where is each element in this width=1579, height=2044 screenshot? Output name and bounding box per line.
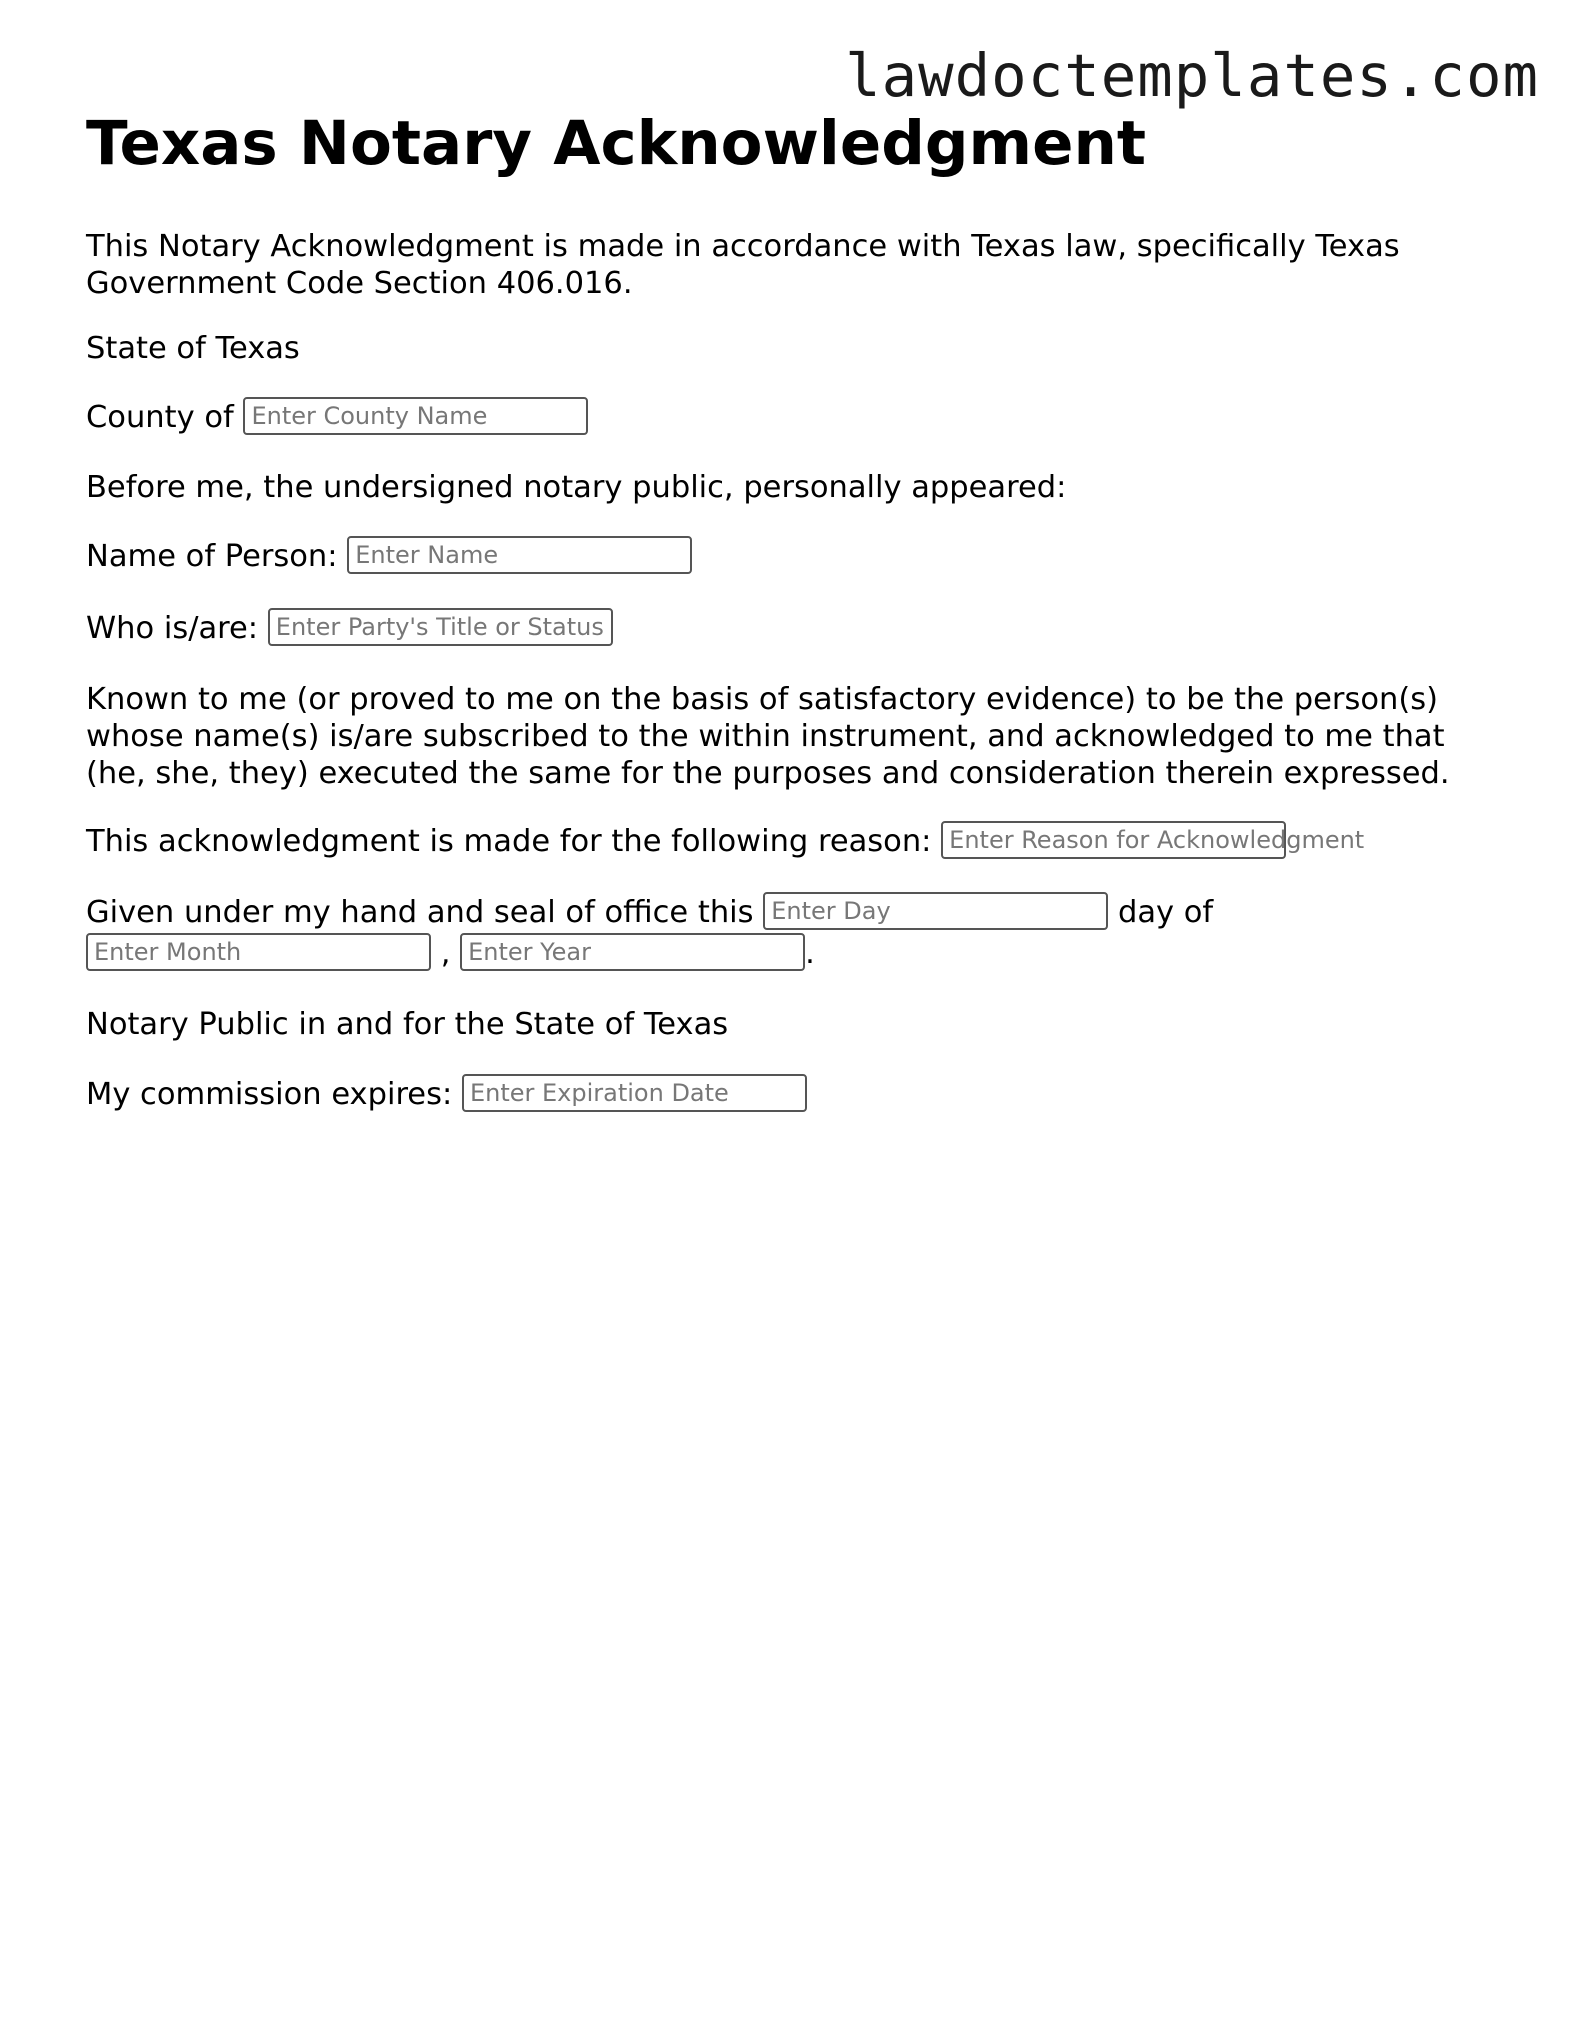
date-row (86, 935, 815, 974)
county-row (86, 399, 588, 438)
who-input[interactable]: Enter Party's Title or Status (268, 608, 613, 646)
county-input[interactable]: Enter County Name (243, 397, 588, 435)
known-paragraph (86, 681, 1450, 792)
who-row (86, 610, 613, 649)
before-me-text: Before me, the undersigned notary public, personally appeared: (86, 470, 1067, 505)
intro-line-1: This Notary Acknowledgment is made in accordance with Texas law, specifically Texas (86, 229, 1400, 264)
name-input[interactable]: Enter Name (347, 536, 692, 574)
reason-row (86, 823, 1365, 862)
state-line: State of Texas (86, 331, 300, 366)
reason-label: This acknowledgment is made for the following reason: (86, 824, 932, 859)
page-title: Texas Notary Acknowledgment (86, 108, 1147, 179)
site-watermark: lawdoctemplates.com (845, 41, 1539, 110)
known-line-3: (he, she, they) executed the same for the purposes and consideration therein expressed. (86, 756, 1450, 791)
known-line-1: Known to me (or proved to me on the basis of satisfactory evidence) to be the person(s) (86, 682, 1439, 717)
commission-row (86, 1076, 807, 1115)
known-line-2: whose name(s) is/are subscribed to the within instrument, and acknowledged to me that (86, 719, 1445, 754)
who-label: Who is/are: (86, 611, 259, 646)
year-input[interactable]: Enter Year (460, 933, 805, 971)
commission-input[interactable]: Enter Expiration Date (462, 1074, 807, 1112)
comma-text: , (440, 936, 451, 971)
commission-label: My commission expires: (86, 1077, 453, 1112)
notary-public-line: Notary Public in and for the State of Texas (86, 1007, 729, 1042)
given-row (86, 894, 1213, 933)
given-label: Given under my hand and seal of office this (86, 895, 754, 930)
intro-line-2: Government Code Section 406.016. (86, 266, 633, 301)
period-text: . (805, 936, 815, 971)
day-input[interactable]: Enter Day (763, 892, 1108, 930)
intro-paragraph (86, 228, 1400, 302)
county-label: County of (86, 400, 234, 435)
month-input[interactable]: Enter Month (86, 933, 431, 971)
name-label: Name of Person: (86, 539, 338, 574)
reason-input[interactable]: Enter Reason for Acknowledgment (941, 821, 1286, 859)
name-row (86, 538, 692, 577)
day-of-text: day of (1117, 895, 1214, 930)
